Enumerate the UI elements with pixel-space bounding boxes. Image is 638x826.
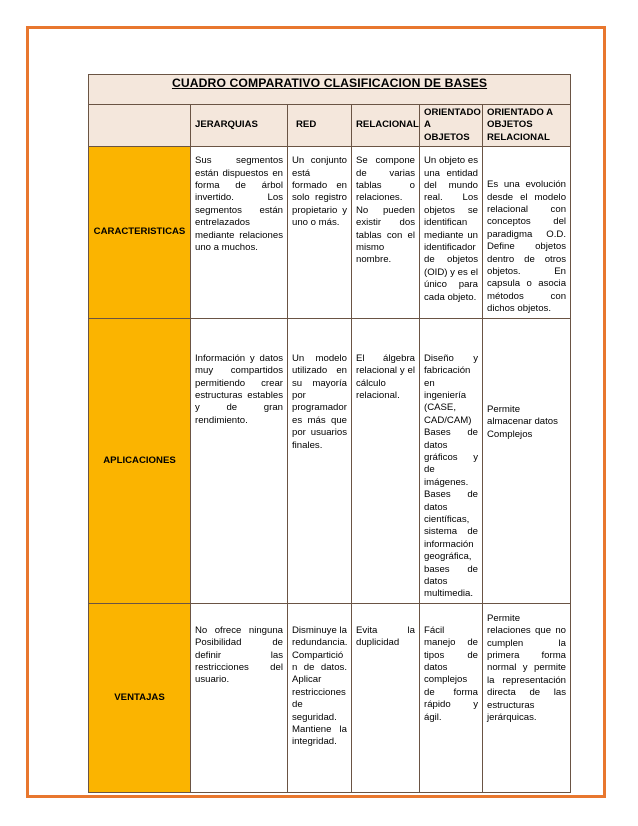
cell-caracteristicas-orientado-objetos-relacional: Es una evolución desde el modelo relacional con conceptos del paradigma O.D. Define objetos dentro de otros objetos. En capsula o asocia métodos con dichos objetos. bbox=[483, 147, 571, 318]
corner-cell bbox=[89, 105, 191, 147]
header-red: RED bbox=[288, 105, 352, 147]
cell-caracteristicas-red: Un conjunto está formado en solo registro propietario y uno o más. bbox=[288, 147, 352, 318]
cell-caracteristicas-jerarquias: Sus segmentos están dispuestos en forma de árbol invertido. Los segmentos están entrelazados mediante relaciones uno a muchos. bbox=[191, 147, 288, 318]
table-title: CUADRO COMPARATIVO CLASIFICACION DE BASES bbox=[171, 76, 488, 90]
cell-caracteristicas-orientado-objetos: Un objeto es una entidad del mundo real. Los objetos se identifican mediante un identificador de objetos (OID) y es el único para cada objeto. bbox=[420, 147, 483, 318]
header-jerarquias: JERARQUIAS bbox=[191, 105, 288, 147]
row-label-aplicaciones: APLICACIONES bbox=[89, 318, 191, 603]
cell-caracteristicas-relacional: Se compone de varias tablas o relaciones. No pueden existir dos tablas con el mismo nombre. bbox=[352, 147, 420, 318]
row-label-ventajas: VENTAJAS bbox=[89, 603, 191, 792]
title-row bbox=[89, 75, 571, 105]
cell-aplicaciones-relacional: El álgebra relacional y el cálculo relacional. bbox=[352, 318, 420, 603]
row-ventajas bbox=[89, 603, 571, 792]
header-orientado-objetos: ORIENTADO A OBJETOS bbox=[420, 105, 483, 147]
comparison-table bbox=[88, 74, 571, 793]
cell-ventajas-jerarquias: No ofrece ninguna Posibilidad de definir las restricciones del usuario. bbox=[191, 603, 288, 792]
row-aplicaciones bbox=[89, 318, 571, 603]
cell-ventajas-red: Disminuye la redundancia. Compartició n de datos. Aplicar restricciones de seguridad. Mantiene la integridad. bbox=[288, 603, 352, 792]
row-caracteristicas bbox=[89, 147, 571, 318]
cell-aplicaciones-orientado-objetos-relacional: Permite almacenar datos Complejos bbox=[483, 318, 571, 603]
cell-aplicaciones-jerarquias: Información y datos muy compartidos permitiendo crear estructuras estables y de gran rendimiento. bbox=[191, 318, 288, 603]
cell-aplicaciones-orientado-objetos: Diseño y fabricación en ingeniería (CASE, CAD/CAM) Bases de datos gráficos y de imágenes. Bases de datos científicas, sistema de información geográfica, bases de datos multimedia. bbox=[420, 318, 483, 603]
header-orientado-objetos-relacional: ORIENTADO A OBJETOS RELACIONAL bbox=[483, 105, 571, 147]
cell-ventajas-orientado-objetos-relacional: Permite relaciones que no cumplen la primera forma normal y permite la representación directa de las estructuras jerárquicas. bbox=[483, 603, 571, 792]
cell-ventajas-relacional: Evita la duplicidad bbox=[352, 603, 420, 792]
header-relacional: RELACIONAL bbox=[352, 105, 420, 147]
cell-aplicaciones-red: Un modelo utilizado en su mayoría por programador es más que por usuarios finales. bbox=[288, 318, 352, 603]
header-row bbox=[89, 105, 571, 147]
title-cell bbox=[89, 75, 571, 105]
row-label-caracteristicas: CARACTERISTICAS bbox=[89, 147, 191, 318]
cell-ventajas-orientado-objetos: Fácil manejo de tipos de datos complejos de forma rápido y ágil. bbox=[420, 603, 483, 792]
